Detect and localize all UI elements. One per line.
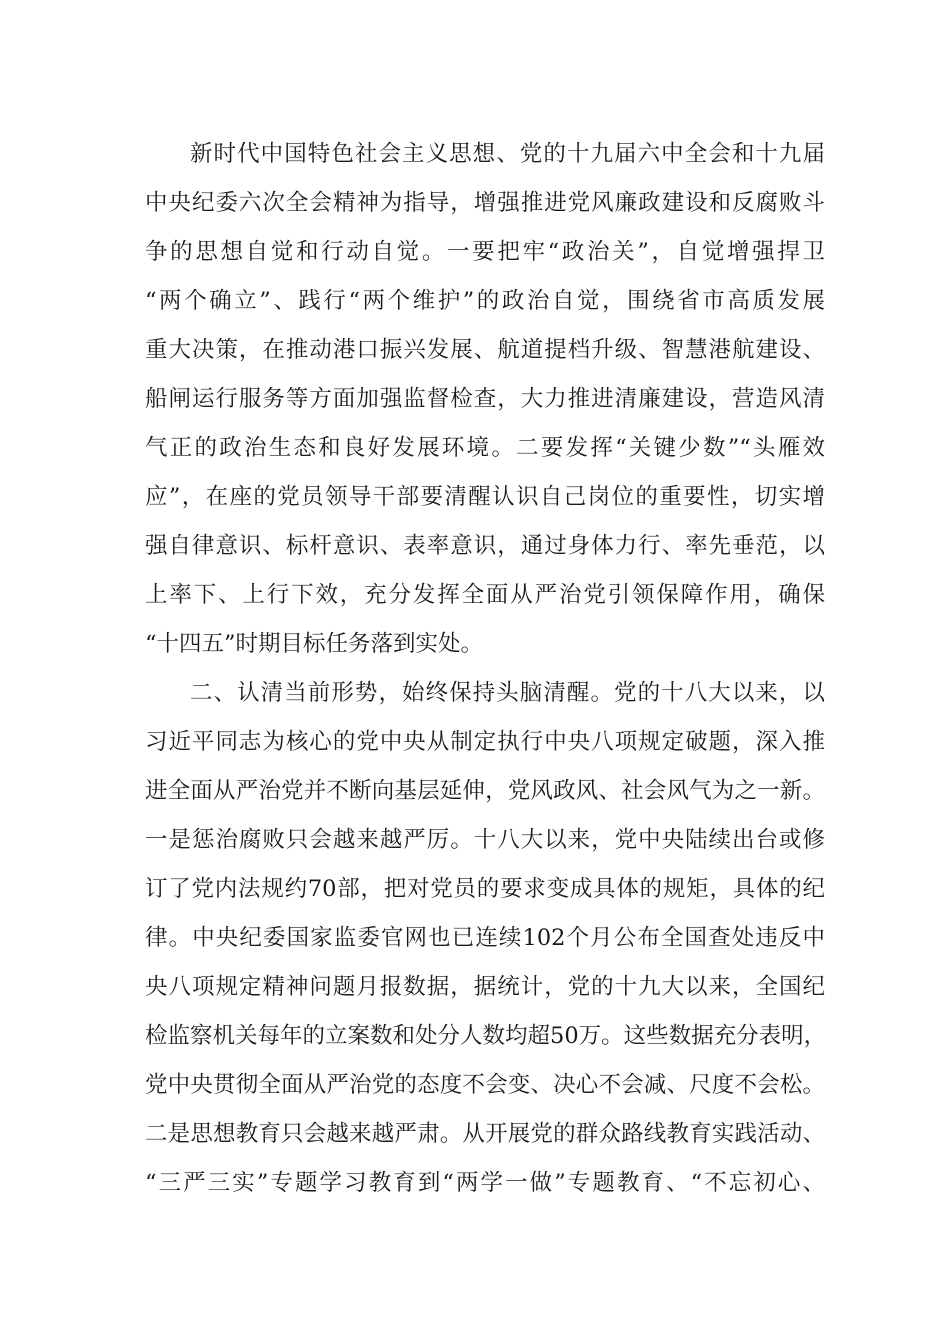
- paragraph-1-line-11: “十四五”时期目标任务落到实处。: [145, 631, 484, 657]
- paragraph-1-line-8: 应”，在座的党员领导干部要清醒认识自己岗位的重要性，切实增: [145, 484, 825, 510]
- paragraph-2-line-6: 律。中央纪委国家监委官网也已连续102个月公布全国查处违反中: [145, 925, 825, 951]
- paragraph-2-line-1: 二、认清当前形势，始终保持头脑清醒。党的十八大以来，以: [190, 680, 825, 706]
- paragraph-2-line-11: “三严三实”专题学习教育到“两学一做”专题教育、“不忘初心、: [145, 1170, 825, 1196]
- paragraph-1-line-6: 船闸运行服务等方面加强监督检查，大力推进清廉建设，营造风清: [145, 386, 825, 412]
- paragraph-2-line-4: 一是惩治腐败只会越来越严厉。十八大以来，党中央陆续出台或修: [145, 827, 825, 853]
- paragraph-1-line-2: 中央纪委六次全会精神为指导，增强推进党风廉政建设和反腐败斗: [145, 190, 825, 216]
- paragraph-1-line-4: “两个确立”、践行“两个维护”的政治自觉，围绕省市高质发展: [145, 288, 825, 314]
- paragraph-2-line-9: 党中央贯彻全面从严治党的态度不会变、决心不会减、尺度不会松。: [145, 1072, 825, 1098]
- paragraph-2-line-8: 检监察机关每年的立案数和处分人数均超50万。这些数据充分表明，: [145, 1023, 827, 1049]
- paragraph-1-line-9: 强自律意识、标杆意识、表率意识，通过身体力行、率先垂范，以: [145, 533, 825, 559]
- paragraph-2-line-3: 进全面从严治党并不断向基层延伸，党风政风、社会风气为之一新。: [145, 778, 825, 804]
- paragraph-2-line-2: 习近平同志为核心的党中央从制定执行中央八项规定破题，深入推: [145, 729, 825, 755]
- paragraph-1-line-3: 争的思想自觉和行动自觉。一要把牢“政治关”，自觉增强捍卫: [145, 239, 825, 265]
- paragraph-2-line-5: 订了党内法规约70部，把对党员的要求变成具体的规矩，具体的纪: [145, 876, 825, 902]
- paragraph-2-line-10: 二是思想教育只会越来越严肃。从开展党的群众路线教育实践活动、: [145, 1121, 825, 1147]
- paragraph-1-line-10: 上率下、上行下效，充分发挥全面从严治党引领保障作用，确保: [145, 582, 825, 608]
- paragraph-1-line-7: 气正的政治生态和良好发展环境。二要发挥“关键少数”“头雁效: [145, 435, 825, 461]
- paragraph-1-line-1: 新时代中国特色社会主义思想、党的十九届六中全会和十九届: [190, 141, 825, 167]
- paragraph-2-line-7: 央八项规定精神问题月报数据，据统计，党的十九大以来，全国纪: [145, 974, 825, 1000]
- paragraph-1-line-5: 重大决策，在推动港口振兴发展、航道提档升级、智慧港航建设、: [145, 337, 825, 363]
